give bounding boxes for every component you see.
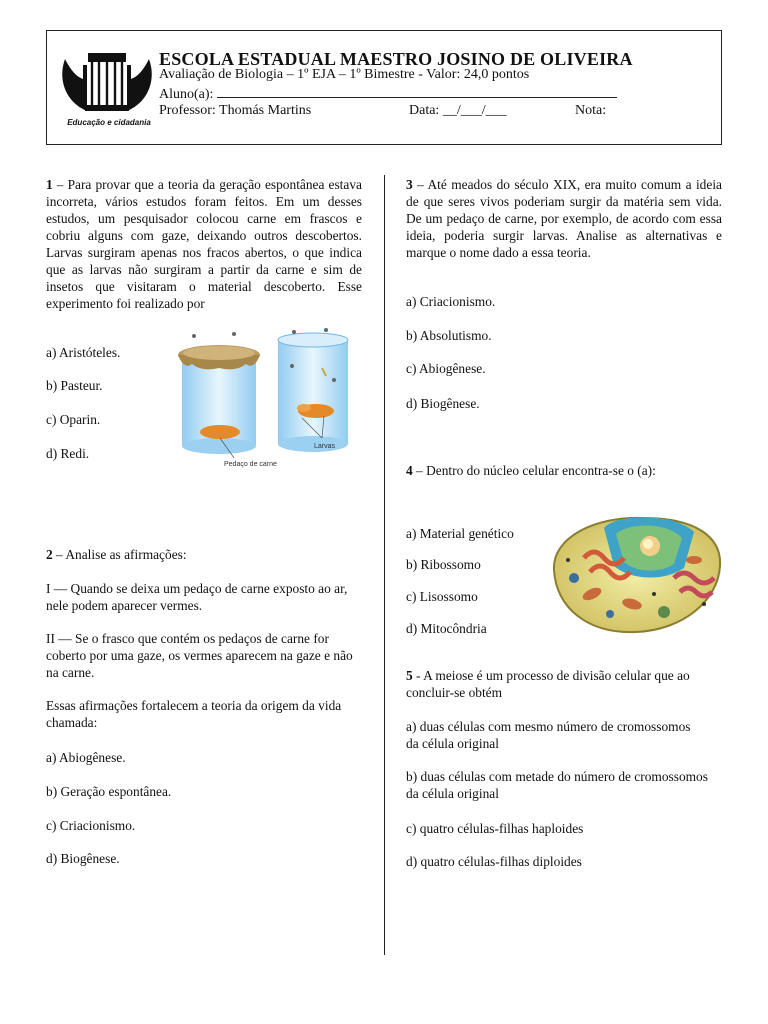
jars-experiment-figure [174,328,370,474]
q1-option-c[interactable]: c) Oparin. [46,412,101,427]
meat-label: Pedaço de carne [224,461,277,468]
q2-option-d[interactable]: d) Biogênese. [46,851,120,866]
q2-option-b[interactable]: b) Geração espontânea. [46,784,172,799]
date-field[interactable]: Data: __/___/___ [409,103,507,118]
q5-option-b[interactable]: b) duas células com metade do número de cromossomos da célula original [406,769,708,801]
animal-cell-figure [544,508,726,638]
q5-option-c[interactable]: c) quatro células-filhas haploides [406,821,584,836]
q4-option-b[interactable]: b) Ribossomo [406,557,481,572]
logo-caption: Educação e cidadania [67,118,151,127]
q4-option-d[interactable]: d) Mitocôndria [406,621,487,636]
exam-header [46,30,722,145]
school-name: ESCOLA ESTADUAL MAESTRO JOSINO DE OLIVEIRA [159,49,633,69]
q5-option-d[interactable]: d) quatro células-filhas diploides [406,854,582,869]
question-4-text: 4 – Dentro do núcleo celular encontra-se o (a): [406,463,656,478]
student-name-field[interactable] [217,85,617,98]
q5-option-a[interactable]: a) duas células com mesmo número de cromossomos da célula original [406,719,691,751]
q2-question: Essas afirmações fortalecem a teoria da origem da vida chamada: [46,698,342,730]
q2-statement-2: II — Se o frasco que contém os pedaços de carne for coberto por uma gaze, os vermes aparecem na gaze e não na carne. [46,631,353,680]
grade-field[interactable]: Nota: [575,103,607,118]
question-3-text: 3 – Até meados do século XIX, era muito comum a ideia de que seres vivos poderiam surgir da matéria sem vida. De um pedaço de carne, por exemplo, de acordo com essa ideia, poderia surgir larvas. Analise as alternativas e marque o nome dado a essa teoria. [406,177,722,260]
question-1-text: 1 – Para provar que a teoria da geração espontânea estava incorreta, vários estudos foram feitos. Em um desses estudos, um pesquisador colocou carne em frascos e cobriu alguns com gaze, deixando outros descobertos. Larvas surgiram apenas nos fracos abertos, o que indica que as larvas não surgiram a partir da carne e sim de insetos que visitaram o material descoberto. Esse experimento foi realizado por [46,177,362,311]
question-2-intro: 2 – Analise as afirmações: [46,547,187,562]
q4-option-a[interactable]: a) Material genético [406,526,514,541]
q4-option-c[interactable]: c) Lisossomo [406,589,478,604]
exam-info: Avaliação de Biologia – 1º EJA – 1º Bimestre - Valor: 24,0 pontos [159,67,530,82]
q2-statement-1: I — Quando se deixa um pedaço de carne exposto ao ar, nele podem aparecer vermes. [46,581,348,613]
q2-option-c[interactable]: c) Criacionismo. [46,818,136,833]
teacher-line [159,103,607,119]
teacher-name: Professor: Thomás Martins [159,103,312,118]
q2-option-a[interactable]: a) Abiogênese. [46,750,126,765]
q3-option-b[interactable]: b) Absolutismo. [406,328,492,343]
q3-option-a[interactable]: a) Criacionismo. [406,294,496,309]
question-5-text: 5 - A meiose é um processo de divisão celular que ao concluir-se obtém [406,668,690,700]
column-divider [384,175,385,955]
q1-option-a[interactable]: a) Aristóteles. [46,345,121,360]
q1-option-b[interactable]: b) Pasteur. [46,378,103,393]
q3-option-c[interactable]: c) Abiogênese. [406,361,486,376]
larvae-label: Larvas [314,443,336,450]
student-label: Aluno(a): [159,87,214,102]
q3-option-d[interactable]: d) Biogênese. [406,396,480,411]
student-line [159,85,617,103]
q1-option-d[interactable]: d) Redi. [46,446,90,461]
